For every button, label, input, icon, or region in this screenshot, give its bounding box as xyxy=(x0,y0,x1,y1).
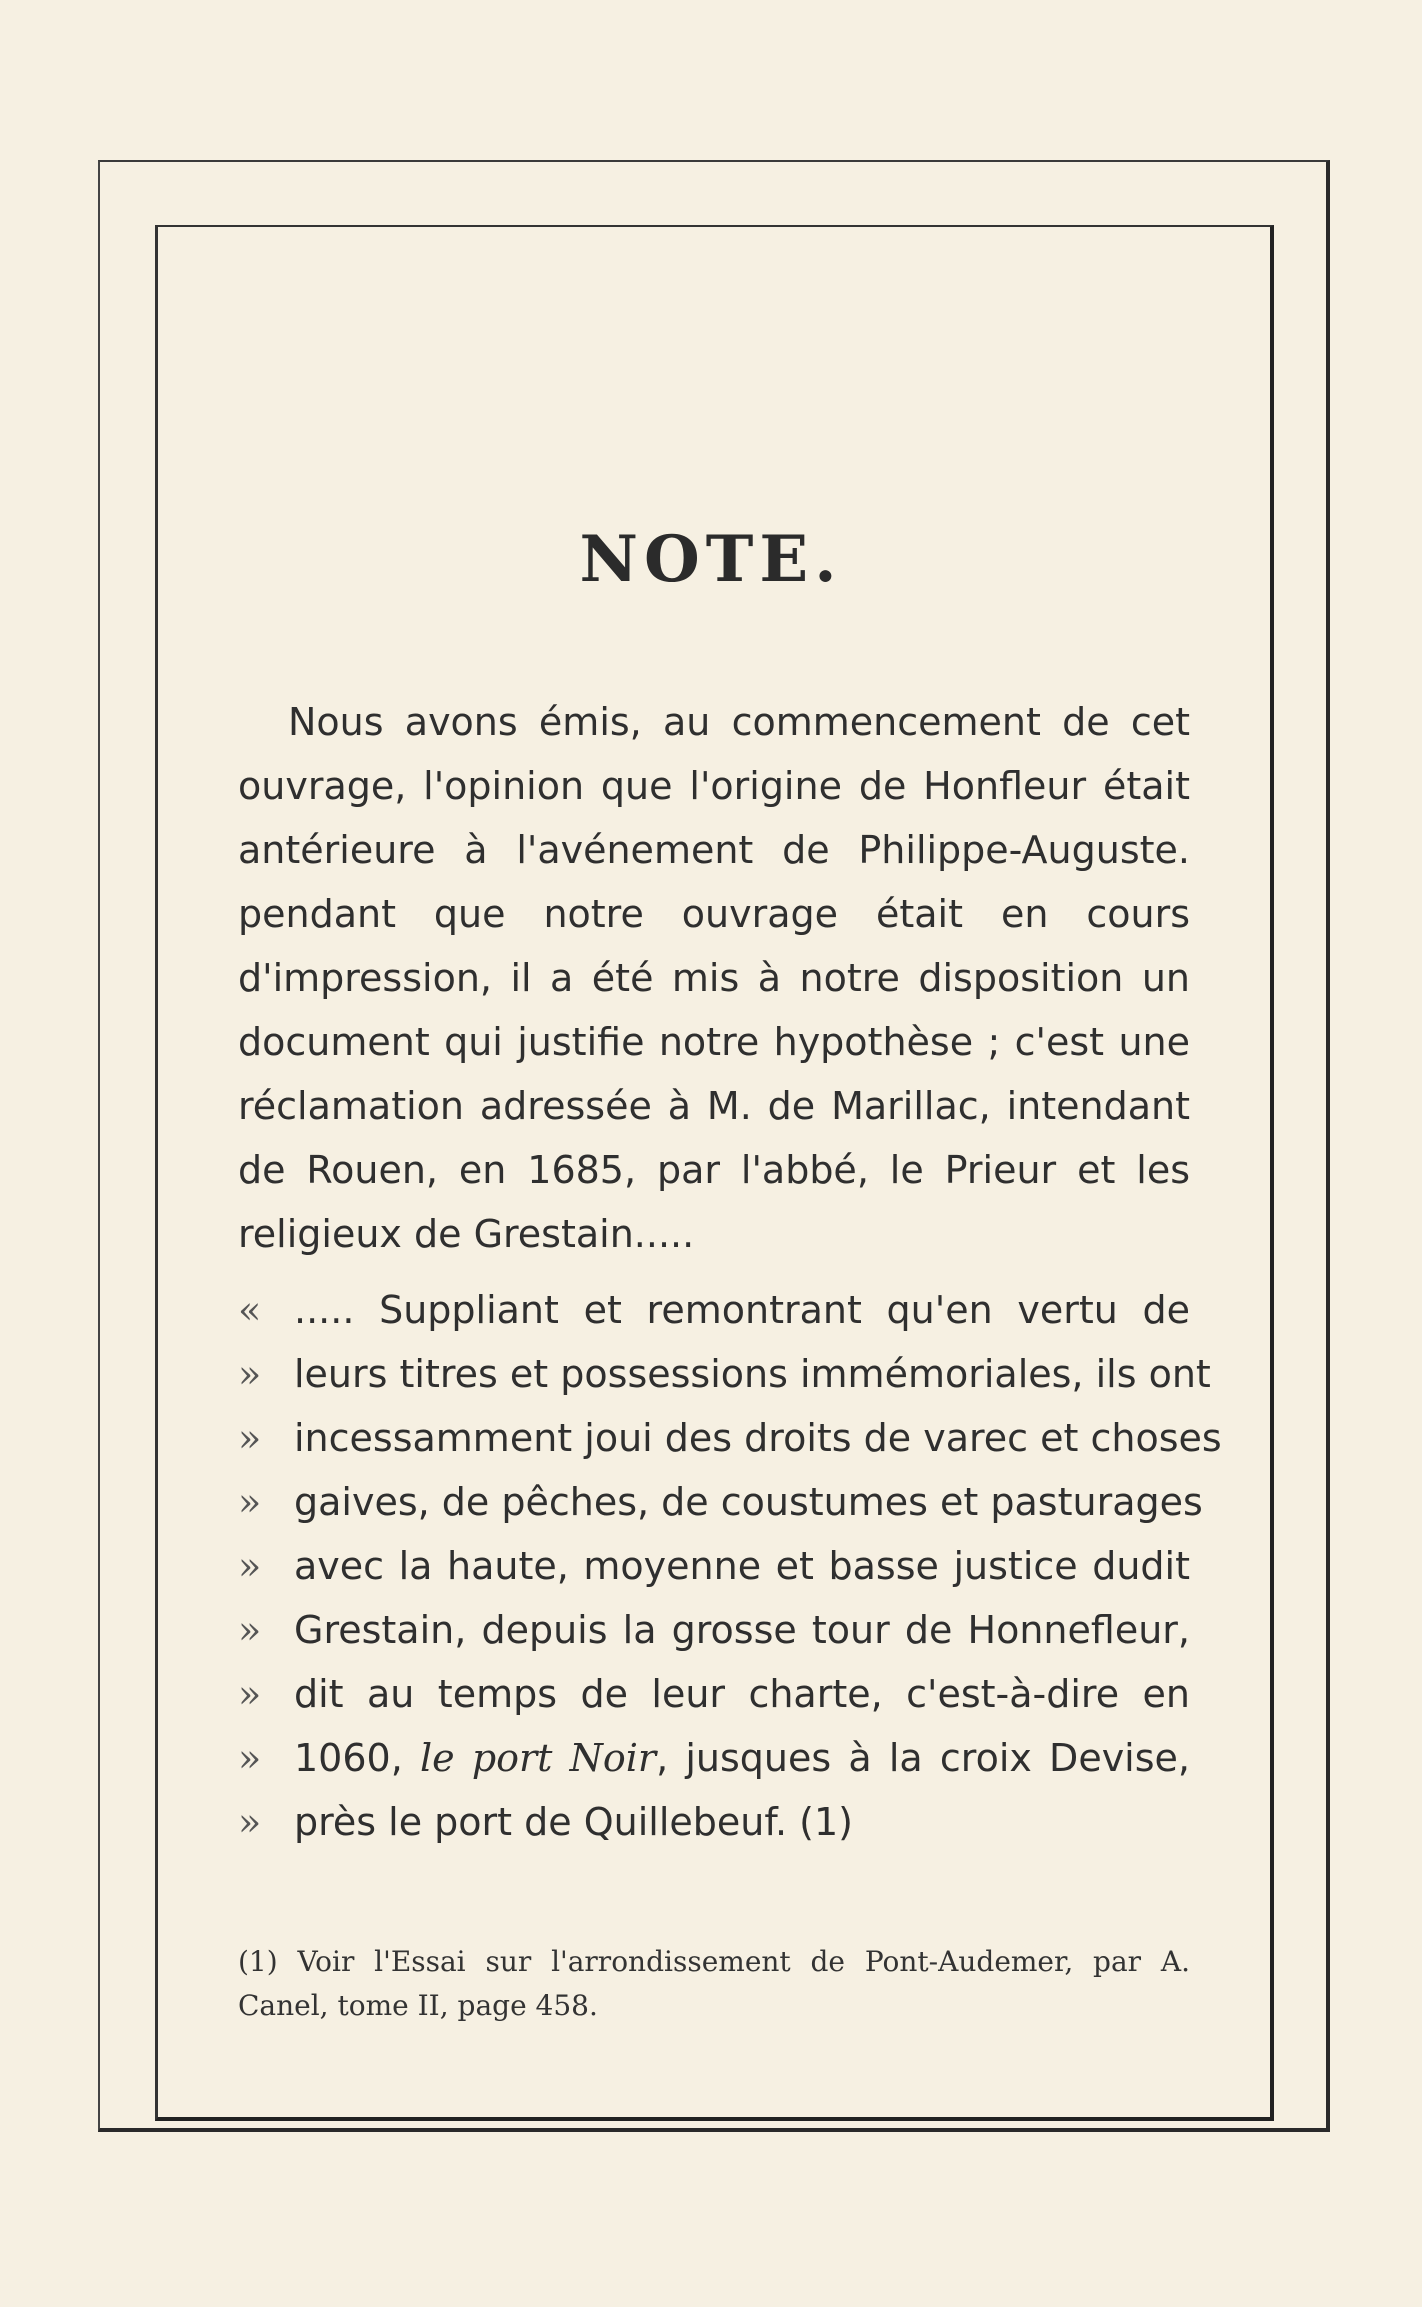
quote-line-text-start: 1060, xyxy=(294,1736,420,1780)
quote-line-text: gaives, de pêches, de coustumes et pasturages xyxy=(294,1480,1203,1524)
quote-mark: » xyxy=(238,1608,262,1652)
page-title: NOTE. xyxy=(579,522,843,597)
quote-line xyxy=(238,1534,1190,1598)
quote-line-text: ..... Suppliant et remontrant qu'en vertu de xyxy=(294,1288,1190,1332)
quote-line xyxy=(238,1470,1203,1534)
quotation-block xyxy=(238,1278,1222,1854)
quote-line xyxy=(238,1726,1190,1790)
quote-line xyxy=(238,1790,1190,1854)
quote-line-text: dit au temps de leur charte, c'est-à-dire en xyxy=(294,1672,1190,1716)
quote-line-text: avec la haute, moyenne et basse justice dudit xyxy=(294,1544,1190,1588)
quote-mark: » xyxy=(238,1800,262,1844)
body-paragraph: Nous avons émis, au commencement de cet ouvrage, l'opinion que l'origine de Honfleur était antérieure à l'avénement de Philippe-Auguste. pendant que notre ouvrage était en cours d'impression, il a été mis à notre disposition un document qui justifie notre hypothèse ; c'est une réclamation adressée à M. de Marillac, intendant de Rouen, en 1685, par l'abbé, le Prieur et les religieux de Grestain..... xyxy=(238,700,1190,1256)
quote-mark: » xyxy=(238,1480,262,1524)
quote-mark: » xyxy=(238,1544,262,1588)
quote-line-text-end: , jusques à la croix Devise, xyxy=(656,1736,1190,1780)
quote-line-text: incessamment joui des droits de varec et choses xyxy=(294,1416,1222,1460)
quote-line-text: Grestain, depuis la grosse tour de Honnefleur, xyxy=(294,1608,1190,1652)
quote-line xyxy=(238,1598,1190,1662)
quote-line xyxy=(238,1662,1190,1726)
italic-place-name: le port Noir xyxy=(419,1736,657,1780)
quote-mark: » xyxy=(238,1352,262,1396)
quote-line xyxy=(238,1342,1211,1406)
quote-line-text xyxy=(294,1726,1190,1790)
quote-line xyxy=(238,1278,1190,1342)
quote-line-text: près le port de Quillebeuf. (1) xyxy=(294,1800,853,1844)
quote-mark: « xyxy=(238,1288,262,1332)
quote-mark: » xyxy=(238,1416,262,1460)
quote-line xyxy=(238,1406,1222,1470)
quote-mark: » xyxy=(238,1736,262,1780)
footnote: (1) Voir l'Essai sur l'arrondissement de Pont-Audemer, par A. Canel, tome II, page 458. xyxy=(238,1945,1190,2022)
quote-mark: » xyxy=(238,1672,262,1716)
quote-line-text: leurs titres et possessions immémoriales, ils ont xyxy=(294,1352,1211,1396)
